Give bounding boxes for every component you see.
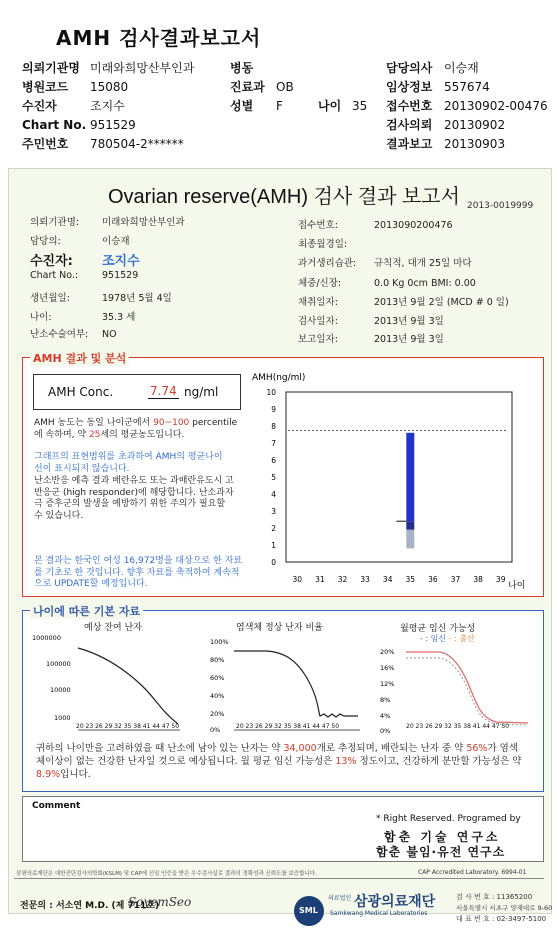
field-label: 주민번호 — [22, 137, 69, 151]
y-tick: 10000 — [50, 686, 71, 694]
chromosome-curve — [234, 651, 358, 717]
amh-paragraph-4: 본 결과는 한국인 여성 16,972명을 대상으로 한 자료를 기초로 한 것입니다. 향후 자료를 축적하여 계속적으로 UPDATE할 예정입니다. — [34, 556, 243, 589]
logo-text: SML — [299, 906, 318, 915]
y-tick-label: 4 — [271, 490, 276, 499]
y-tick: 100000 — [46, 660, 71, 668]
brand-name: 삼광의료재단 — [354, 894, 436, 910]
contact-2: 서울특별시 서초구 양재대로 9-60 — [456, 904, 553, 912]
info-value: 35.3 세 — [102, 312, 136, 323]
field-label: 병동 — [230, 61, 254, 75]
report-title: Ovarian reserve(AMH) 검사 결과 보고서 — [108, 186, 460, 208]
chart2-xticks: 20 23 26 29 32 35 38 41 44 47 50 — [236, 723, 340, 730]
y-tick-label: 6 — [271, 456, 276, 465]
y-tick-label: 0 — [271, 558, 276, 567]
text-span: 가 염색체이상이 없는 건강한 난자일 것으로 예상됩니다. 월 평균 임신 가능성은 — [36, 743, 519, 767]
legend-birth: 출산 — [459, 634, 475, 643]
info-label: 접수번호: — [298, 220, 338, 231]
chart1-title: 예상 잔여 난자 — [84, 623, 142, 633]
text-span: 세의 평균농도입니다. — [100, 429, 185, 440]
y-tick: 100% — [210, 638, 229, 646]
info-row — [298, 236, 374, 250]
chart3-xticks: 20 23 26 29 32 35 38 41 44 47 50 — [406, 723, 510, 730]
y-tick-label: 5 — [271, 473, 276, 482]
info-label: 채취일자: — [298, 297, 338, 308]
amh-paragraph-2: 그래프의 표현범위를 초과하여 AMH의 평균나이선이 표시되지 않습니다. — [34, 452, 223, 474]
info-row — [298, 217, 453, 231]
field-label: 결과보고 — [386, 137, 433, 151]
y-tick: 16% — [380, 664, 395, 672]
header-right-fields — [386, 58, 548, 153]
info-row — [298, 275, 476, 289]
pregnancy-rate: 13% — [335, 756, 357, 767]
amh-bar-segment — [406, 530, 414, 549]
field-label: 담당의사 — [386, 61, 433, 75]
text-span: AMH 농도는 동일 나이군에서 — [34, 418, 151, 428]
field-value: 951529 — [90, 117, 136, 132]
field-label: 검사의뢰 — [386, 118, 433, 132]
chart2-title: 염색체 정상 난자 비율 — [236, 623, 323, 633]
info-label: 나이: — [30, 312, 52, 323]
y-tick-label: 3 — [271, 507, 276, 516]
comment-label: Comment — [32, 801, 81, 811]
field-value: 780504-2****** — [90, 136, 184, 151]
y-tick: 60% — [210, 674, 225, 682]
field-value: 15080 — [90, 79, 129, 94]
amh-conc-label: AMH Conc. — [48, 385, 114, 399]
info-label: 보고일자: — [298, 334, 338, 345]
field-value: 20130902 — [444, 117, 506, 132]
text-span: 입니다. — [60, 769, 91, 780]
oocyte-curve — [78, 648, 178, 724]
info-row — [30, 214, 185, 228]
info-value: 2013년 9월 2일 (MCD # 0 일) — [374, 297, 509, 308]
info-row — [298, 331, 444, 345]
chart3-legend: - : 임신 - : 출산 — [420, 634, 475, 643]
chromosome-chart — [208, 632, 368, 736]
field-label: 접수번호 — [386, 99, 433, 113]
y-tick: 20% — [380, 648, 395, 656]
amh-conc-value: 7.74 — [150, 384, 177, 398]
chart-xlabel: 나이 — [508, 581, 526, 591]
accreditation-note: 삼광의료재단은 대한진단검사의학회(KSLM) 및 CAP에 신임 인증을 받은 우수검사실로 결과의 정확성과 신뢰도를 보증합니다. — [16, 871, 317, 877]
field-value: 20130902-00476 — [444, 98, 548, 113]
y-tick-label: 10 — [266, 388, 276, 397]
chart1-xticks: 20 23 26 29 32 35 38 41 44 47 50 — [76, 723, 180, 730]
y-tick: 1000000 — [32, 634, 61, 642]
amh-conc-unit: ng/ml — [184, 385, 219, 399]
pregnancy-curve — [406, 652, 528, 723]
report-id: 2013-0019999 — [467, 201, 534, 211]
info-value: 이승재 — [102, 236, 130, 247]
info-value: 1978년 5월 4일 — [102, 293, 172, 304]
info-value: 2013090200476 — [374, 220, 453, 231]
info-row — [30, 309, 135, 323]
y-tick: 40% — [210, 692, 225, 700]
x-tick-label: 34 — [382, 575, 393, 584]
page-title: AMH 검사결과보고서 — [56, 26, 262, 50]
amh-bar-segment — [406, 433, 414, 521]
percentile-range: 90~100 — [153, 418, 190, 428]
info-row — [298, 294, 509, 308]
field-label: 진료과 — [230, 80, 265, 94]
y-tick: 0% — [210, 726, 221, 734]
chart-ylabel: AMH(ng/ml) — [252, 373, 306, 383]
age-summary — [36, 742, 526, 781]
y-tick: 8% — [380, 696, 391, 704]
brand-small: 의료법인 — [328, 895, 352, 902]
age-value: 35 — [352, 98, 368, 113]
field-value: 557674 — [444, 79, 490, 94]
y-tick: 80% — [210, 656, 225, 664]
amh-paragraph-1 — [34, 418, 242, 441]
text-span: 정도이고, 건강하게 분만할 가능성은 약 — [359, 756, 522, 767]
header-mid-fields — [230, 58, 367, 115]
x-tick-label: 37 — [450, 575, 461, 584]
x-tick-label: 32 — [337, 575, 348, 584]
brand-english: Samkwang Medical Laboratories — [330, 910, 428, 917]
info-label: 과거생리습관: — [298, 258, 357, 269]
amh-conc-box — [33, 374, 241, 410]
birth-rate: 8.9% — [36, 769, 61, 780]
sml-logo-icon — [294, 896, 324, 926]
birth-curve — [406, 658, 528, 725]
info-value: 0.0 Kg 0cm BMI: 0.00 — [374, 278, 476, 289]
y-tick-label: 7 — [271, 439, 276, 448]
chart-plot-area — [266, 388, 512, 584]
org-name-2: 함춘 불임·유전 연구소 — [376, 845, 506, 859]
info-label: 난소수술여부: — [30, 329, 89, 340]
y-tick: 20% — [210, 710, 225, 718]
info-row — [298, 255, 472, 269]
x-tick-label: 31 — [315, 575, 325, 584]
chart3-title: 월평균 임신 가능성 — [400, 624, 476, 634]
info-value: 규칙적, 대개 25일 마다 — [374, 258, 472, 269]
specialist-name: 전문의 : 서소연 M.D. (제 711호) — [20, 901, 160, 911]
text-span: 개로 추정되며, 배란되는 난자 중 약 — [316, 743, 464, 754]
x-tick-label: 36 — [428, 575, 438, 584]
info-value: 2013년 9월 3일 — [374, 316, 444, 327]
x-tick-label: 35 — [405, 575, 416, 584]
field-value: F — [276, 98, 283, 113]
patient-row — [30, 250, 140, 269]
amh-section-label: AMH 결과 및 분석 — [30, 350, 129, 366]
y-tick: 0% — [380, 727, 391, 735]
y-tick-label: 9 — [271, 405, 276, 414]
y-tick-label: 8 — [271, 422, 276, 431]
field-value: 미래와희망산부인과 — [90, 61, 195, 75]
info-row — [298, 313, 444, 327]
amh-paragraph-3: 난소반응 예측 결과 배란유도 또는 과배란유도시 고반응군 (high responder)에 해당합니다. 난소과자극 증후군의 발생을 예방하기 위한 주의가 필요할 수 있습니다. — [34, 476, 234, 521]
x-tick-label: 38 — [473, 575, 483, 584]
info-row — [30, 326, 117, 340]
info-value: 미래와희망산부인과 — [102, 217, 185, 228]
patient-label: 수진자: — [30, 254, 73, 269]
rights-text: * Right Reserved. Programed by — [376, 814, 521, 824]
field-label: 의뢰기관명 — [22, 61, 80, 75]
amh-bar-segment — [406, 521, 414, 530]
field-value: 조지수 — [90, 99, 125, 113]
info-value: 2013년 9월 3일 — [374, 334, 444, 345]
info-label: 의뢰기관명: — [30, 217, 80, 228]
age-section-label: 나이에 따른 기본 자료 — [30, 603, 143, 619]
plot-frame — [286, 392, 512, 562]
normal-ratio: 56% — [466, 743, 488, 754]
amh-chart — [250, 366, 538, 592]
info-label: 최종월경일: — [298, 239, 348, 250]
y-tick: 12% — [380, 680, 395, 688]
info-label: 생년월일: — [30, 293, 70, 304]
x-tick-label: 33 — [360, 575, 370, 584]
y-tick: 4% — [380, 712, 391, 720]
y-tick-label: 1 — [271, 541, 276, 550]
field-label: 성별 — [230, 99, 254, 113]
info-value: 951529 — [102, 270, 139, 281]
org-name-1: 함춘 기술 연구소 — [384, 830, 501, 844]
info-label: 체중/신장: — [298, 278, 342, 289]
info-row — [30, 233, 130, 247]
text-span: 귀하의 나이만을 고려하였을 때 난소에 남아 있는 난자는 약 — [36, 743, 281, 754]
x-tick-label: 39 — [495, 575, 506, 584]
legend-pregnancy: 임신 — [430, 634, 447, 643]
field-label: 병원코드 — [22, 80, 69, 94]
specialist-signature: SoyemSeo — [128, 895, 192, 909]
info-row — [30, 290, 172, 304]
field-value: OB — [276, 79, 294, 94]
remaining-oocytes: 34,000 — [283, 743, 317, 754]
y-tick-label: 2 — [271, 524, 276, 533]
info-label: 담당의: — [30, 236, 61, 247]
contact-3: 대 표 번 호 : 02-3497-5100 — [456, 915, 547, 923]
text-span: percentile에 속하며, 약 — [34, 418, 238, 440]
x-tick-label: 30 — [292, 575, 303, 584]
field-value — [276, 58, 318, 77]
field-label: 수진자 — [22, 99, 57, 113]
equivalent-age: 25 — [88, 429, 101, 440]
info-value: NO — [102, 329, 117, 340]
footer-divider — [14, 878, 544, 879]
age-label: 나이 — [318, 99, 342, 113]
patient-name: 조지수 — [102, 254, 140, 269]
field-label: Chart No. — [22, 117, 87, 132]
oocyte-chart — [30, 632, 190, 736]
cap-text: CAP Accredited Laboratory. 6994-01 — [418, 869, 527, 876]
y-tick: 1000 — [54, 714, 71, 722]
info-row — [30, 270, 138, 281]
contact-1: 검 사 번 호 : 11365200 — [456, 893, 533, 901]
field-label: 임상정보 — [386, 80, 433, 94]
info-label: Chart No.: — [30, 270, 79, 281]
field-value: 이승재 — [444, 61, 479, 75]
header-left-fields — [22, 58, 194, 153]
info-label: 검사일자: — [298, 316, 338, 327]
field-value: 20130903 — [444, 136, 506, 151]
